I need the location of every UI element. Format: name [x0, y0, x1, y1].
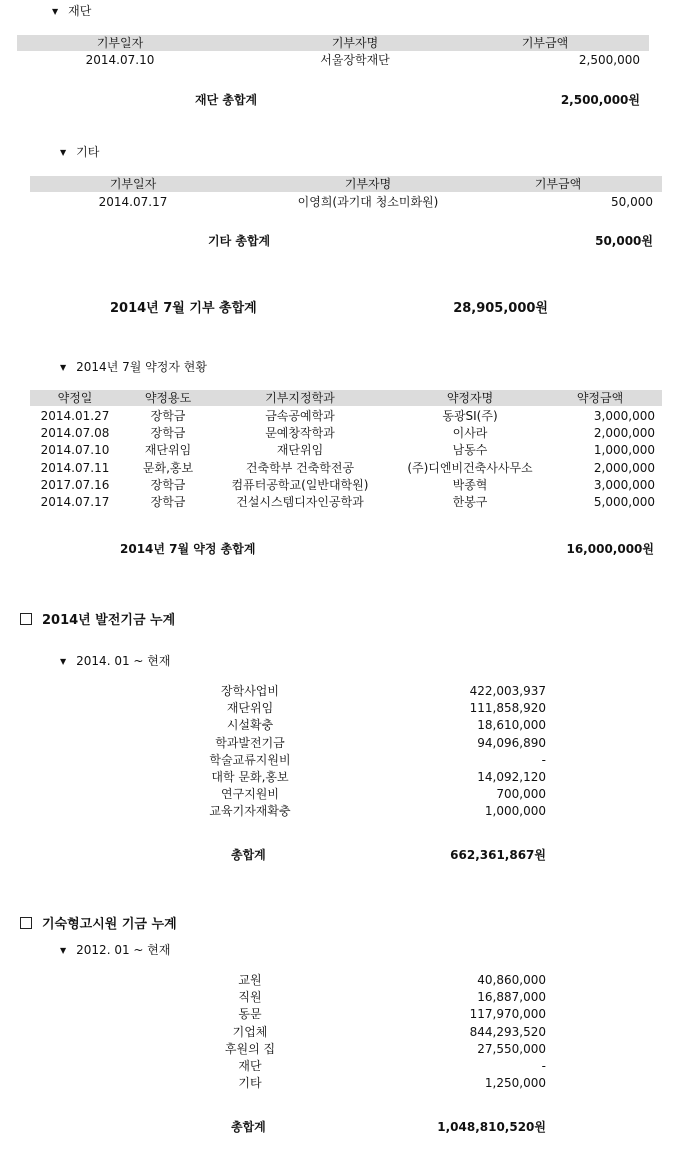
fund-item-value: 16,887,000 — [477, 990, 546, 1005]
triangle-down-icon: ▼ — [60, 148, 67, 157]
fund-item-label: 기타 — [238, 1076, 262, 1091]
pledge-cell: 2014.07.10 — [40, 443, 110, 458]
development-fund-total-label: 총합계 — [231, 848, 266, 862]
pledge-cell: 건설시스템디자인공학과 — [236, 495, 364, 509]
fund-item-value: 27,550,000 — [477, 1041, 546, 1056]
hall-fund-total-label: 총합계 — [231, 1120, 266, 1134]
header-date: 기부일자 — [109, 177, 157, 191]
fund-item-value: 117,970,000 — [469, 1007, 546, 1022]
fund-item-label: 직원 — [238, 990, 262, 1005]
header-date: 기부일자 — [96, 36, 144, 50]
header-department: 기부지정학과 — [265, 391, 335, 405]
table-cell: 2014.07.17 — [98, 195, 168, 209]
pledge-cell: 2014.07.11 — [40, 460, 110, 475]
fund-item-label: 교육기자재확충 — [209, 804, 291, 819]
fund-item-value: 844,293,520 — [469, 1024, 546, 1039]
foundation-total-label: 재단 총합계 — [195, 93, 258, 107]
foundation-heading: ▼ 재단 — [52, 4, 92, 18]
pledge-cell: 건축학부 건축학전공 — [245, 460, 355, 475]
monthly-total-value: 28,905,000원 — [453, 301, 548, 316]
pledge-cell: 5,000,000 — [593, 495, 655, 509]
fund-item-value: 14,092,120 — [477, 770, 546, 784]
table-cell: 서울장학재단 — [320, 53, 390, 67]
hall-fund-title: 기숙형고시원 기금 누계 — [20, 913, 177, 932]
pledge-cell: 장학금 — [150, 426, 186, 441]
fund-item-label: 연구지원비 — [221, 787, 279, 802]
other-total-value: 50,000원 — [595, 234, 653, 248]
table-cell: 2014.07.10 — [85, 53, 155, 67]
pledge-cell: 2014.07.17 — [40, 495, 110, 509]
triangle-down-icon: ▼ — [60, 657, 67, 666]
pledge-cell: 금속공예학과 — [265, 409, 335, 423]
development-fund-period: ▼ 2014. 01 ~ 현재 — [60, 654, 171, 668]
table-cell: 50,000 — [611, 195, 653, 209]
pledge-cell: 문예창작학과 — [265, 426, 335, 441]
fund-item-value: 18,610,000 — [477, 718, 546, 733]
fund-item-value: 111,858,920 — [469, 701, 546, 716]
fund-item-label: 기업체 — [232, 1024, 268, 1039]
pledges-total-value: 16,000,000원 — [566, 542, 654, 556]
pledge-cell: 1,000,000 — [593, 443, 655, 458]
pledge-cell: (주)디엔비건축사사무소 — [407, 460, 533, 475]
triangle-down-icon: ▼ — [52, 7, 59, 16]
pledges-heading: ▼ 2014년 7월 약정자 현황 — [60, 360, 207, 374]
fund-item-label: 재단위임 — [226, 701, 274, 716]
development-fund-total-value: 662,361,867원 — [450, 848, 546, 862]
header-amount: 기부금액 — [534, 177, 582, 191]
fund-item-label: 학술교류지원비 — [209, 752, 291, 767]
fund-item-label: 동문 — [238, 1007, 262, 1022]
fund-item-label: 시설확충 — [226, 718, 274, 733]
header-donor: 기부자명 — [344, 177, 392, 191]
pledge-cell: 2,000,000 — [593, 426, 655, 441]
pledge-cell: 한봉구 — [452, 495, 488, 509]
foundation-total-value: 2,500,000원 — [560, 93, 640, 107]
hall-fund-period: ▼ 2012. 01 ~ 현재 — [60, 943, 171, 957]
pledge-cell: 재단위임 — [276, 443, 324, 458]
fund-item-label: 재단 — [238, 1059, 262, 1073]
pledge-cell: 2,000,000 — [593, 460, 655, 475]
fund-item-value: 700,000 — [496, 787, 546, 802]
pledge-cell: 2017.07.16 — [40, 477, 110, 492]
table-cell: 2,500,000 — [578, 53, 640, 67]
pledge-cell: 장학금 — [150, 409, 186, 423]
header-pledger: 약정자명 — [446, 391, 494, 405]
checkbox-square-icon — [20, 613, 32, 625]
pledge-cell: 재단위임 — [144, 443, 192, 458]
fund-item-label: 교원 — [238, 973, 262, 987]
table-cell: 이영희(과기대 청소미화원) — [297, 195, 439, 209]
header-amount: 기부금액 — [521, 36, 569, 50]
checkbox-square-icon — [20, 917, 32, 929]
other-heading: ▼ 기타 — [60, 145, 100, 159]
fund-item-label: 대학 문화,홍보 — [211, 770, 289, 784]
fund-item-value: 1,000,000 — [484, 804, 546, 819]
monthly-total-label: 2014년 7월 기부 총합계 — [110, 301, 257, 316]
hall-fund-total-value: 1,048,810,520원 — [437, 1120, 546, 1134]
pledge-cell: 2014.01.27 — [40, 409, 110, 423]
fund-item-label: 후원의 집 — [224, 1041, 276, 1056]
pledge-cell: 동광SI(주) — [442, 409, 498, 423]
header-pledge-purpose: 약정용도 — [144, 391, 192, 405]
fund-item-value: 94,096,890 — [477, 735, 546, 750]
fund-item-value: - — [541, 752, 546, 767]
pledge-cell: 2014.07.08 — [40, 426, 110, 441]
fund-item-label: 장학사업비 — [221, 684, 279, 698]
pledge-cell: 컴퓨터공학교(일반대학원) — [231, 477, 369, 492]
header-pledge-date: 약정일 — [57, 391, 93, 405]
pledge-cell: 이사라 — [452, 426, 488, 441]
pledge-cell: 3,000,000 — [593, 409, 655, 423]
fund-item-value: 40,860,000 — [477, 973, 546, 987]
pledge-cell: 장학금 — [150, 495, 186, 509]
triangle-down-icon: ▼ — [60, 946, 67, 955]
fund-item-value: 422,003,937 — [469, 684, 546, 698]
pledge-cell: 박종혁 — [452, 477, 488, 492]
pledge-cell: 남동수 — [452, 443, 488, 458]
fund-item-value: - — [541, 1059, 546, 1073]
pledges-total-label: 2014년 7월 약정 총합계 — [120, 542, 256, 556]
header-pledge-amount: 약정금액 — [576, 391, 624, 405]
pledge-cell: 문화,홍보 — [142, 460, 194, 475]
pledge-cell: 장학금 — [150, 477, 186, 492]
development-fund-title: 2014년 발전기금 누계 — [20, 609, 175, 628]
header-donor: 기부자명 — [331, 36, 379, 50]
other-total-label: 기타 총합계 — [208, 234, 271, 248]
fund-item-value: 1,250,000 — [484, 1076, 546, 1091]
triangle-down-icon: ▼ — [60, 363, 67, 372]
pledge-cell: 3,000,000 — [593, 477, 655, 492]
fund-item-label: 학과발전기금 — [215, 735, 285, 750]
